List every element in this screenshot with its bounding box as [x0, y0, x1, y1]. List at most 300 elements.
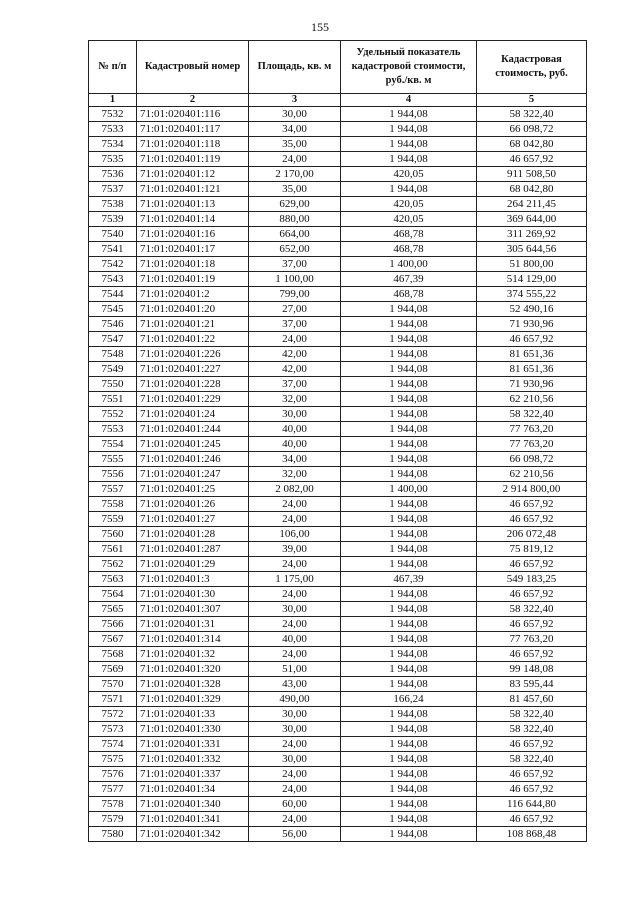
table-row [89, 812, 587, 827]
cell-cadastral-number: 71:01:020401:18 [137, 257, 249, 272]
cell-specific-value: 1 944,08 [341, 542, 477, 557]
cell-area: 42,00 [249, 362, 341, 377]
cell-cadastral-number: 71:01:020401:21 [137, 317, 249, 332]
cell-specific-value: 1 944,08 [341, 737, 477, 752]
cell-cadastral-value: 68 042,80 [477, 137, 587, 152]
cell-cadastral-number: 71:01:020401:245 [137, 437, 249, 452]
cell-cadastral-value: 68 042,80 [477, 182, 587, 197]
cell-row-number: 7575 [89, 752, 137, 767]
cell-specific-value: 420,05 [341, 167, 477, 182]
cell-row-number: 7538 [89, 197, 137, 212]
cell-area: 35,00 [249, 182, 341, 197]
cell-row-number: 7562 [89, 557, 137, 572]
cell-cadastral-number: 71:01:020401:118 [137, 137, 249, 152]
cell-area: 2 082,00 [249, 482, 341, 497]
cell-cadastral-number: 71:01:020401:33 [137, 707, 249, 722]
cell-specific-value: 1 944,08 [341, 797, 477, 812]
cell-cadastral-number: 71:01:020401:307 [137, 602, 249, 617]
cell-cadastral-value: 77 763,20 [477, 632, 587, 647]
cell-cadastral-number: 71:01:020401:228 [137, 377, 249, 392]
cell-cadastral-value: 58 322,40 [477, 722, 587, 737]
cell-specific-value: 1 944,08 [341, 812, 477, 827]
cell-cadastral-number: 71:01:020401:17 [137, 242, 249, 257]
table-row [89, 722, 587, 737]
cell-row-number: 7537 [89, 182, 137, 197]
cell-area: 664,00 [249, 227, 341, 242]
cell-area: 106,00 [249, 527, 341, 542]
table-row [89, 512, 587, 527]
column-number: 1 [89, 94, 137, 107]
cell-specific-value: 1 944,08 [341, 707, 477, 722]
cell-specific-value: 1 944,08 [341, 422, 477, 437]
cell-area: 24,00 [249, 782, 341, 797]
cell-cadastral-number: 71:01:020401:229 [137, 392, 249, 407]
cell-cadastral-number: 71:01:020401:29 [137, 557, 249, 572]
cell-cadastral-value: 83 595,44 [477, 677, 587, 692]
cell-row-number: 7570 [89, 677, 137, 692]
cell-specific-value: 1 944,08 [341, 302, 477, 317]
table-row [89, 197, 587, 212]
cell-cadastral-value: 52 490,16 [477, 302, 587, 317]
cell-row-number: 7558 [89, 497, 137, 512]
cell-specific-value: 468,78 [341, 287, 477, 302]
cell-area: 30,00 [249, 407, 341, 422]
cell-specific-value: 1 944,08 [341, 752, 477, 767]
table-header-row [89, 41, 587, 94]
cell-row-number: 7536 [89, 167, 137, 182]
cell-cadastral-value: 46 657,92 [477, 497, 587, 512]
table-row [89, 167, 587, 182]
cell-cadastral-number: 71:01:020401:330 [137, 722, 249, 737]
cell-cadastral-number: 71:01:020401:341 [137, 812, 249, 827]
cell-area: 24,00 [249, 767, 341, 782]
cell-area: 24,00 [249, 617, 341, 632]
cell-cadastral-value: 81 457,60 [477, 692, 587, 707]
cell-cadastral-number: 71:01:020401:12 [137, 167, 249, 182]
cell-row-number: 7541 [89, 242, 137, 257]
cell-cadastral-number: 71:01:020401:320 [137, 662, 249, 677]
cell-cadastral-value: 58 322,40 [477, 707, 587, 722]
table-body [89, 107, 587, 842]
table-row [89, 362, 587, 377]
header-specific-value: Удельный показатель кадастровой стоимости, руб./кв. м [341, 41, 477, 94]
table-row [89, 302, 587, 317]
cell-row-number: 7545 [89, 302, 137, 317]
header-cadastral-number: Кадастровый номер [137, 41, 249, 94]
cell-area: 60,00 [249, 797, 341, 812]
cell-row-number: 7543 [89, 272, 137, 287]
cell-row-number: 7547 [89, 332, 137, 347]
cell-row-number: 7559 [89, 512, 137, 527]
cell-cadastral-number: 71:01:020401:340 [137, 797, 249, 812]
cell-specific-value: 1 944,08 [341, 662, 477, 677]
column-number: 4 [341, 94, 477, 107]
cell-cadastral-number: 71:01:020401:3 [137, 572, 249, 587]
cell-area: 32,00 [249, 392, 341, 407]
cell-specific-value: 1 944,08 [341, 722, 477, 737]
cell-specific-value: 468,78 [341, 227, 477, 242]
table-row [89, 572, 587, 587]
cell-cadastral-value: 46 657,92 [477, 647, 587, 662]
cell-cadastral-number: 71:01:020401:30 [137, 587, 249, 602]
table-row [89, 152, 587, 167]
cell-row-number: 7569 [89, 662, 137, 677]
table-row [89, 692, 587, 707]
cell-cadastral-value: 46 657,92 [477, 812, 587, 827]
table-row [89, 617, 587, 632]
cell-area: 37,00 [249, 377, 341, 392]
cell-specific-value: 1 944,08 [341, 767, 477, 782]
cell-cadastral-number: 71:01:020401:22 [137, 332, 249, 347]
cell-specific-value: 420,05 [341, 197, 477, 212]
cell-cadastral-number: 71:01:020401:332 [137, 752, 249, 767]
cell-cadastral-value: 911 508,50 [477, 167, 587, 182]
cell-row-number: 7555 [89, 452, 137, 467]
cell-area: 2 170,00 [249, 167, 341, 182]
cell-area: 34,00 [249, 122, 341, 137]
cell-specific-value: 1 944,08 [341, 332, 477, 347]
table-row [89, 377, 587, 392]
cell-row-number: 7564 [89, 587, 137, 602]
cell-area: 490,00 [249, 692, 341, 707]
table-row [89, 797, 587, 812]
cell-specific-value: 1 400,00 [341, 482, 477, 497]
cell-cadastral-value: 66 098,72 [477, 452, 587, 467]
cell-area: 24,00 [249, 812, 341, 827]
cell-cadastral-number: 71:01:020401:329 [137, 692, 249, 707]
cell-area: 629,00 [249, 197, 341, 212]
cell-row-number: 7534 [89, 137, 137, 152]
table-row [89, 752, 587, 767]
table-row [89, 827, 587, 842]
table-row [89, 137, 587, 152]
table-row [89, 542, 587, 557]
table-row [89, 587, 587, 602]
cell-specific-value: 1 944,08 [341, 452, 477, 467]
cell-cadastral-value: 46 657,92 [477, 332, 587, 347]
cell-cadastral-number: 71:01:020401:13 [137, 197, 249, 212]
cell-row-number: 7574 [89, 737, 137, 752]
table-row [89, 632, 587, 647]
cell-cadastral-value: 46 657,92 [477, 767, 587, 782]
cell-row-number: 7548 [89, 347, 137, 362]
table-row [89, 437, 587, 452]
table-row [89, 257, 587, 272]
cell-row-number: 7549 [89, 362, 137, 377]
cell-area: 24,00 [249, 497, 341, 512]
cell-cadastral-number: 71:01:020401:31 [137, 617, 249, 632]
cell-cadastral-number: 71:01:020401:116 [137, 107, 249, 122]
cell-row-number: 7573 [89, 722, 137, 737]
cell-cadastral-number: 71:01:020401:119 [137, 152, 249, 167]
cell-row-number: 7578 [89, 797, 137, 812]
cell-row-number: 7567 [89, 632, 137, 647]
header-area: Площадь, кв. м [249, 41, 341, 94]
cell-cadastral-number: 71:01:020401:314 [137, 632, 249, 647]
table-row [89, 347, 587, 362]
cell-area: 880,00 [249, 212, 341, 227]
cell-cadastral-value: 77 763,20 [477, 437, 587, 452]
cell-row-number: 7540 [89, 227, 137, 242]
cell-specific-value: 1 944,08 [341, 152, 477, 167]
cell-cadastral-number: 71:01:020401:337 [137, 767, 249, 782]
table-row [89, 407, 587, 422]
cell-row-number: 7550 [89, 377, 137, 392]
cell-cadastral-value: 2 914 800,00 [477, 482, 587, 497]
cell-specific-value: 1 944,08 [341, 677, 477, 692]
table-row [89, 242, 587, 257]
cell-specific-value: 1 944,08 [341, 632, 477, 647]
table-row [89, 227, 587, 242]
cell-specific-value: 1 944,08 [341, 182, 477, 197]
cell-cadastral-number: 71:01:020401:26 [137, 497, 249, 512]
cell-cadastral-value: 81 651,36 [477, 347, 587, 362]
cell-cadastral-number: 71:01:020401:328 [137, 677, 249, 692]
cell-area: 40,00 [249, 632, 341, 647]
cell-cadastral-value: 108 868,48 [477, 827, 587, 842]
cell-specific-value: 1 944,08 [341, 467, 477, 482]
cell-row-number: 7552 [89, 407, 137, 422]
cell-cadastral-number: 71:01:020401:246 [137, 452, 249, 467]
table-row [89, 482, 587, 497]
cell-cadastral-value: 305 644,56 [477, 242, 587, 257]
cell-row-number: 7539 [89, 212, 137, 227]
cell-specific-value: 1 400,00 [341, 257, 477, 272]
cell-specific-value: 467,39 [341, 272, 477, 287]
cell-specific-value: 467,39 [341, 572, 477, 587]
column-number: 3 [249, 94, 341, 107]
cell-specific-value: 1 944,08 [341, 647, 477, 662]
cell-specific-value: 1 944,08 [341, 122, 477, 137]
cell-row-number: 7568 [89, 647, 137, 662]
column-number: 2 [137, 94, 249, 107]
cell-row-number: 7542 [89, 257, 137, 272]
cell-specific-value: 1 944,08 [341, 392, 477, 407]
cell-cadastral-value: 206 072,48 [477, 527, 587, 542]
cell-cadastral-number: 71:01:020401:14 [137, 212, 249, 227]
cell-row-number: 7551 [89, 392, 137, 407]
cell-cadastral-number: 71:01:020401:121 [137, 182, 249, 197]
cell-row-number: 7553 [89, 422, 137, 437]
cell-cadastral-value: 75 819,12 [477, 542, 587, 557]
table-row [89, 467, 587, 482]
cell-row-number: 7576 [89, 767, 137, 782]
cell-cadastral-value: 58 322,40 [477, 752, 587, 767]
cell-cadastral-value: 46 657,92 [477, 737, 587, 752]
cell-area: 1 175,00 [249, 572, 341, 587]
cell-cadastral-value: 46 657,92 [477, 617, 587, 632]
cell-row-number: 7566 [89, 617, 137, 632]
cell-area: 39,00 [249, 542, 341, 557]
cell-specific-value: 1 944,08 [341, 347, 477, 362]
table-row [89, 317, 587, 332]
cell-area: 32,00 [249, 467, 341, 482]
table-row [89, 212, 587, 227]
cell-row-number: 7560 [89, 527, 137, 542]
cell-row-number: 7572 [89, 707, 137, 722]
cell-specific-value: 1 944,08 [341, 437, 477, 452]
cell-specific-value: 1 944,08 [341, 497, 477, 512]
header-cadastral-value: Кадастровая стоимость, руб. [477, 41, 587, 94]
cell-cadastral-value: 369 644,00 [477, 212, 587, 227]
cell-specific-value: 1 944,08 [341, 587, 477, 602]
cell-cadastral-number: 71:01:020401:226 [137, 347, 249, 362]
cell-cadastral-value: 46 657,92 [477, 557, 587, 572]
cell-area: 1 100,00 [249, 272, 341, 287]
cell-cadastral-number: 71:01:020401:117 [137, 122, 249, 137]
cell-specific-value: 1 944,08 [341, 407, 477, 422]
cell-area: 37,00 [249, 257, 341, 272]
cadastral-value-table [88, 40, 587, 842]
cell-area: 30,00 [249, 602, 341, 617]
cell-row-number: 7580 [89, 827, 137, 842]
cell-area: 35,00 [249, 137, 341, 152]
cell-cadastral-number: 71:01:020401:287 [137, 542, 249, 557]
table-row [89, 452, 587, 467]
cell-row-number: 7544 [89, 287, 137, 302]
cell-area: 799,00 [249, 287, 341, 302]
cell-area: 30,00 [249, 107, 341, 122]
cell-cadastral-value: 81 651,36 [477, 362, 587, 377]
cell-cadastral-number: 71:01:020401:32 [137, 647, 249, 662]
table-row [89, 677, 587, 692]
table-row [89, 662, 587, 677]
table-row [89, 107, 587, 122]
cell-cadastral-value: 77 763,20 [477, 422, 587, 437]
cell-row-number: 7532 [89, 107, 137, 122]
cell-specific-value: 1 944,08 [341, 107, 477, 122]
cell-specific-value: 1 944,08 [341, 512, 477, 527]
page-number: 155 [311, 20, 329, 34]
cell-specific-value: 166,24 [341, 692, 477, 707]
table-row [89, 647, 587, 662]
cell-cadastral-value: 62 210,56 [477, 392, 587, 407]
cell-cadastral-number: 71:01:020401:16 [137, 227, 249, 242]
cell-row-number: 7557 [89, 482, 137, 497]
cell-specific-value: 1 944,08 [341, 362, 477, 377]
cell-specific-value: 1 944,08 [341, 317, 477, 332]
cell-cadastral-value: 311 269,92 [477, 227, 587, 242]
cell-cadastral-value: 514 129,00 [477, 272, 587, 287]
cell-row-number: 7556 [89, 467, 137, 482]
cell-cadastral-value: 58 322,40 [477, 602, 587, 617]
cell-row-number: 7565 [89, 602, 137, 617]
cell-cadastral-value: 71 930,96 [477, 317, 587, 332]
cell-cadastral-value: 99 148,08 [477, 662, 587, 677]
cell-specific-value: 1 944,08 [341, 527, 477, 542]
cell-area: 24,00 [249, 647, 341, 662]
table-row [89, 287, 587, 302]
cell-area: 40,00 [249, 422, 341, 437]
cell-cadastral-number: 71:01:020401:20 [137, 302, 249, 317]
cell-specific-value: 1 944,08 [341, 617, 477, 632]
cell-area: 24,00 [249, 737, 341, 752]
cell-area: 30,00 [249, 707, 341, 722]
cell-row-number: 7554 [89, 437, 137, 452]
table-row [89, 767, 587, 782]
cell-cadastral-value: 71 930,96 [477, 377, 587, 392]
table-row [89, 707, 587, 722]
cell-cadastral-number: 71:01:020401:227 [137, 362, 249, 377]
cell-area: 40,00 [249, 437, 341, 452]
table-row [89, 392, 587, 407]
header-row-number: № п/п [89, 41, 137, 94]
cell-area: 24,00 [249, 587, 341, 602]
cell-area: 43,00 [249, 677, 341, 692]
table-row [89, 557, 587, 572]
cell-cadastral-number: 71:01:020401:24 [137, 407, 249, 422]
cell-specific-value: 1 944,08 [341, 137, 477, 152]
cell-cadastral-number: 71:01:020401:27 [137, 512, 249, 527]
cell-cadastral-value: 116 644,80 [477, 797, 587, 812]
cell-cadastral-value: 264 211,45 [477, 197, 587, 212]
table-row [89, 272, 587, 287]
table-row [89, 422, 587, 437]
cell-row-number: 7535 [89, 152, 137, 167]
cell-row-number: 7577 [89, 782, 137, 797]
cell-specific-value: 1 944,08 [341, 377, 477, 392]
table-row [89, 602, 587, 617]
cell-cadastral-value: 549 183,25 [477, 572, 587, 587]
cell-cadastral-value: 58 322,40 [477, 107, 587, 122]
cell-cadastral-number: 71:01:020401:247 [137, 467, 249, 482]
cell-cadastral-value: 46 657,92 [477, 782, 587, 797]
cell-area: 34,00 [249, 452, 341, 467]
cell-cadastral-value: 51 800,00 [477, 257, 587, 272]
cell-area: 30,00 [249, 752, 341, 767]
cell-row-number: 7579 [89, 812, 137, 827]
cell-area: 56,00 [249, 827, 341, 842]
cell-cadastral-number: 71:01:020401:244 [137, 422, 249, 437]
cell-area: 652,00 [249, 242, 341, 257]
cell-cadastral-value: 58 322,40 [477, 407, 587, 422]
cell-cadastral-number: 71:01:020401:25 [137, 482, 249, 497]
cell-specific-value: 1 944,08 [341, 827, 477, 842]
cell-cadastral-number: 71:01:020401:28 [137, 527, 249, 542]
cell-area: 30,00 [249, 722, 341, 737]
cell-cadastral-value: 46 657,92 [477, 512, 587, 527]
table-row [89, 497, 587, 512]
cell-row-number: 7563 [89, 572, 137, 587]
cell-cadastral-value: 374 555,22 [477, 287, 587, 302]
table-row [89, 737, 587, 752]
cell-row-number: 7571 [89, 692, 137, 707]
cell-cadastral-value: 66 098,72 [477, 122, 587, 137]
cell-cadastral-number: 71:01:020401:342 [137, 827, 249, 842]
column-number: 5 [477, 94, 587, 107]
cell-cadastral-number: 71:01:020401:34 [137, 782, 249, 797]
cell-specific-value: 468,78 [341, 242, 477, 257]
cell-cadastral-number: 71:01:020401:331 [137, 737, 249, 752]
cell-row-number: 7546 [89, 317, 137, 332]
cell-area: 24,00 [249, 332, 341, 347]
table-row [89, 332, 587, 347]
cell-specific-value: 420,05 [341, 212, 477, 227]
cell-cadastral-number: 71:01:020401:2 [137, 287, 249, 302]
cell-specific-value: 1 944,08 [341, 602, 477, 617]
cell-specific-value: 1 944,08 [341, 557, 477, 572]
cell-area: 24,00 [249, 557, 341, 572]
table-row [89, 527, 587, 542]
cell-cadastral-value: 62 210,56 [477, 467, 587, 482]
cell-cadastral-number: 71:01:020401:19 [137, 272, 249, 287]
cell-specific-value: 1 944,08 [341, 782, 477, 797]
table-row [89, 782, 587, 797]
cell-area: 24,00 [249, 152, 341, 167]
cell-row-number: 7561 [89, 542, 137, 557]
cell-cadastral-value: 46 657,92 [477, 152, 587, 167]
cell-row-number: 7533 [89, 122, 137, 137]
